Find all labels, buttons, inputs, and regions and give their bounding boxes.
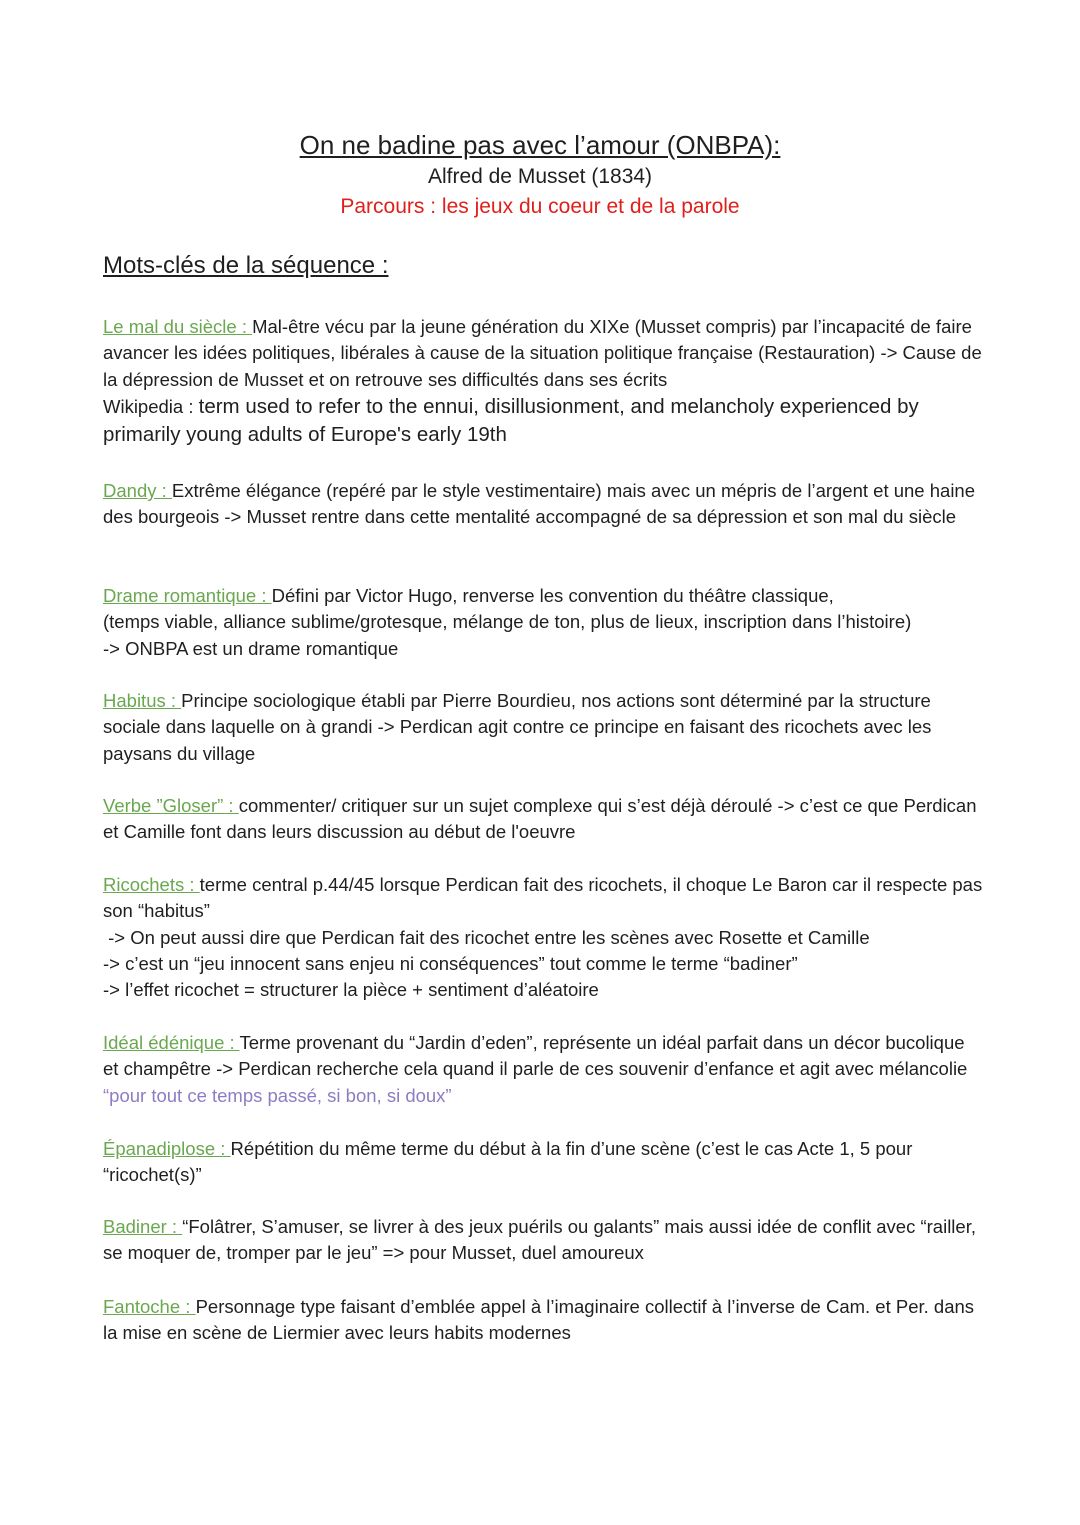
keyword-term: Épanadiplose :	[103, 1138, 231, 1159]
keyword-entry-epanadiplose	[103, 1136, 983, 1189]
document-header	[0, 128, 1080, 222]
keyword-definition: Défini par Victor Hugo, renverse les convention du théâtre classique,	[271, 585, 834, 606]
keyword-definition: commenter/ critiquer sur un sujet complexe qui s’est déjà déroulé -> c’est ce que Perdican et Camille font dans leurs discussion au début de l'oeuvre	[103, 795, 977, 843]
keyword-definition: Personnage type faisant d’emblée appel à l’imaginaire collectif à l’inverse de Cam. et Per. dans la mise en scène de Liermier avec leurs habits modernes	[103, 1296, 975, 1344]
keyword-definition: Extrême élégance (repéré par le style vestimentaire) mais avec un mépris de l’argent et une haine des bourgeois -> Musset rentre dans cette mentalité accompagné de sa dépression et son mal du siècle	[103, 480, 976, 528]
keyword-definition: Mal-être vécu par la jeune génération du XIXe (Musset compris) par l’incapacité de faire avancer les idées politiques, libérales à cause de la situation politique française (Restauration) -> Cause de la dépression de Musset et on retrouve ses difficultés dans ses écrits	[103, 316, 982, 390]
keyword-term: Ricochets :	[103, 874, 200, 895]
keyword-definition: Terme provenant du “Jardin d’eden”, représente un idéal parfait dans un décor bucolique et champêtre -> Perdican recherche cela quand il parle de ces souvenir d’enfance et agit avec mélancolie	[103, 1032, 968, 1080]
keyword-term: Le mal du siècle :	[103, 316, 253, 337]
keyword-term: Dandy :	[103, 480, 172, 501]
keyword-definition-line: -> ONBPA est un drame romantique	[103, 637, 399, 659]
section-title: Mots-clés de la séquence :	[103, 252, 389, 279]
keyword-entry-fantoche	[103, 1294, 983, 1347]
keyword-definition: “Folâtrer, S’amuser, se livrer à des jeux puérils ou galants” mais aussi idée de conflit avec “railler, se moquer de, tromper par le jeu” => pour Musset, duel amoureux	[103, 1216, 976, 1264]
keyword-entry-mal-du-siecle	[103, 314, 983, 450]
document-title: On ne badine pas avec l’amour (ONBPA):	[299, 130, 781, 160]
keyword-entry-ideal-edenique	[103, 1030, 983, 1109]
wikipedia-label: Wikipedia :	[103, 395, 199, 417]
keyword-term: Fantoche :	[103, 1296, 196, 1317]
keyword-definition: terme central p.44/45 lorsque Perdican fait des ricochets, il choque Le Baron car il respecte pas son “habitus”	[103, 874, 983, 922]
parcours-line: Parcours : les jeux du coeur et de la parole	[340, 195, 740, 218]
keyword-quote: “pour tout ce temps passé, si bon, si doux”	[103, 1084, 452, 1106]
keyword-definition: Répétition du même terme du début à la fin d’une scène (c’est le cas Acte 1, 5 pour “ricochet(s)”	[103, 1138, 913, 1186]
keyword-entry-habitus	[103, 688, 983, 767]
keyword-definition-line: -> On peut aussi dire que Perdican fait des ricochet entre les scènes avec Rosette et Camille	[103, 926, 870, 948]
keyword-definition-line: (temps viable, alliance sublime/grotesque, mélange de ton, plus de lieux, inscription dans l’histoire)	[103, 611, 912, 633]
keyword-entry-gloser	[103, 793, 983, 846]
keyword-definition: Principe sociologique établi par Pierre Bourdieu, nos actions sont déterminé par la structure sociale dans laquelle on à grandi -> Perdican agit contre ce principe en faisant des ricochets avec les paysans du village	[103, 690, 932, 764]
wikipedia-definition: term used to refer to the ennui, disillusionment, and melancholy experienced by primarily young adults of Europe's early 19th	[103, 394, 919, 447]
keyword-entry-ricochets	[103, 872, 983, 1003]
keyword-entry-dandy	[103, 478, 983, 531]
author-line: Alfred de Musset (1834)	[427, 165, 653, 188]
keyword-definition-line: -> c’est un “jeu innocent sans enjeu ni conséquences” tout comme le terme “badiner”	[103, 952, 798, 974]
keyword-entry-badiner	[103, 1214, 983, 1267]
keyword-term: Verbe ”Gloser” :	[103, 795, 239, 816]
keyword-term: Badiner :	[103, 1216, 183, 1237]
keyword-term: Drame romantique :	[103, 585, 272, 606]
keyword-term: Habitus :	[103, 690, 182, 711]
wikipedia-note	[103, 393, 983, 450]
keyword-term: Idéal édénique :	[103, 1032, 240, 1053]
keyword-entry-drame-romantique	[103, 583, 983, 662]
keyword-definition-line: -> l’effet ricochet = structurer la pièce + sentiment d’aléatoire	[103, 979, 599, 1001]
